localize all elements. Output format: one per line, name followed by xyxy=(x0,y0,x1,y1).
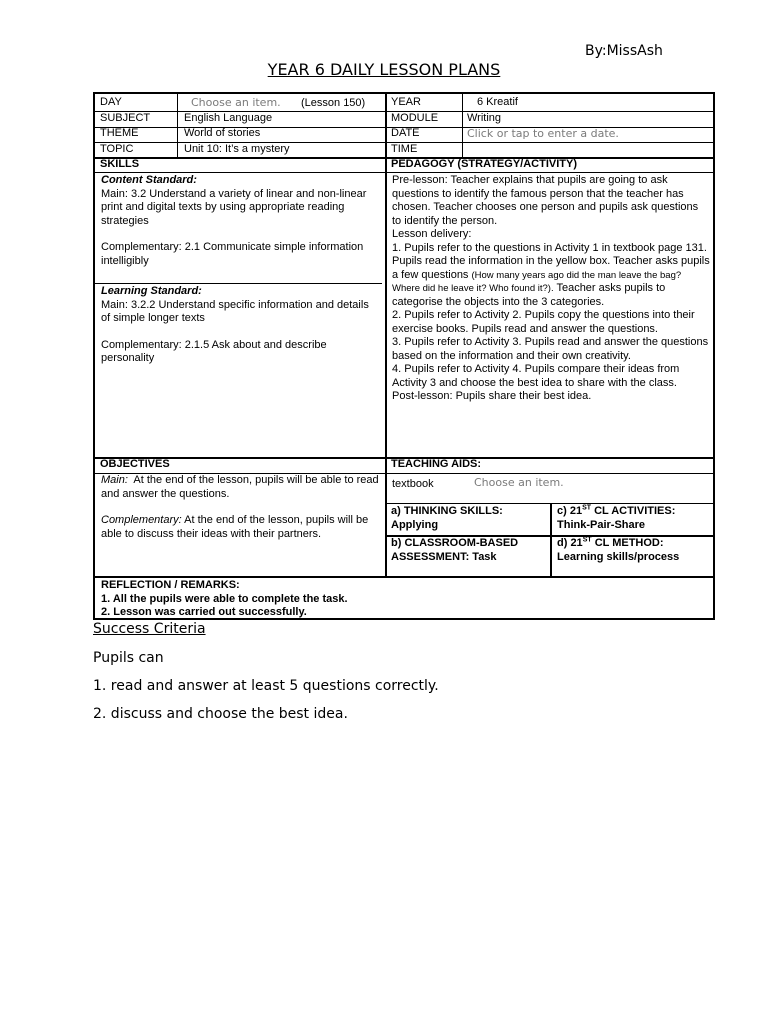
teaching-aids-heading: TEACHING AIDS: xyxy=(391,458,482,470)
reflection-item-2: 2. Lesson was carried out successfully. xyxy=(101,606,307,618)
theme-value: World of stories xyxy=(184,127,261,139)
topic-label: TOPIC xyxy=(100,143,134,155)
post-lesson: Post-lesson: Pupils share their best idea. xyxy=(392,390,592,402)
objective-main: Main: At the end of the lesson, pupils will be able to read and answer the questions. xyxy=(101,474,379,500)
success-intro: Pupils can xyxy=(93,650,164,666)
lesson-number: (Lesson 150) xyxy=(301,97,366,109)
delivery-step-4: 4. Pupils refer to Activity 4. Pupils compare their ideas from Activity 3 and choose the best idea to share with the class. xyxy=(392,363,680,389)
day-dropdown[interactable]: Choose an item. xyxy=(191,96,281,109)
pre-lesson: Pre-lesson: Teacher explains that pupils are going to ask questions to identify the famous person that the teacher has chosen. Teacher chooses one person and pupils ask questions to identify the person. xyxy=(392,174,699,227)
success-criteria-heading: Success Criteria xyxy=(93,621,206,637)
topic-value: Unit 10: It’s a mystery xyxy=(184,143,290,155)
reflection-item-1: 1. All the pupils were able to complete the task. xyxy=(101,592,348,605)
content-standard-complementary: Complementary: 2.1 Communicate simple information intelligibly xyxy=(101,241,364,267)
subject-label: SUBJECT xyxy=(100,112,151,124)
success-item-2: 2. discuss and choose the best idea. xyxy=(93,706,348,722)
day-label: DAY xyxy=(100,96,122,108)
lesson-plan-table xyxy=(93,92,715,620)
delivery-step-3: 3. Pupils refer to Activity 3. Pupils read and answer the questions based on the information and their own creativity. xyxy=(392,336,709,362)
date-picker[interactable]: Click or tap to enter a date. xyxy=(467,127,619,140)
objective-complementary: Complementary: At the end of the lesson, pupils will be able to discuss their ideas with their partners. xyxy=(101,514,369,540)
author-name: By:MissAsh xyxy=(585,43,663,59)
date-label: DATE xyxy=(391,127,420,139)
objectives-content xyxy=(101,474,379,541)
teaching-aids-value: textbook xyxy=(392,478,434,490)
time-label: TIME xyxy=(391,143,418,155)
year-value: 6 Kreatif xyxy=(477,96,518,108)
subject-value: English Language xyxy=(184,112,273,124)
pedagogy-content xyxy=(392,174,710,404)
learning-standard-title: Learning Standard: xyxy=(101,285,202,297)
lesson-delivery-label: Lesson delivery: xyxy=(392,228,472,240)
skills-heading: SKILLS xyxy=(100,158,140,170)
classroom-assessment: b) CLASSROOM-BASED ASSESSMENT: Task xyxy=(391,537,519,563)
learning-standard xyxy=(101,285,379,366)
content-standard-title: Content Standard: xyxy=(101,174,197,186)
delivery-step-1: 1. Pupils refer to the questions in Activity 1 in textbook page 131. Pupils read the information in the yellow box. Teacher asks pupils a few questions (How many years ago did the man leave the bag? Where did he leave it? Who found it?). Teacher asks pupils to categorise the objects into the 3 categories. xyxy=(392,241,710,308)
teaching-aids-dropdown[interactable]: Choose an item. xyxy=(474,476,564,489)
content-standard-main: Main: 3.2 Understand a variety of linear and non-linear print and digital texts by using appropriate reading strategies xyxy=(101,187,367,227)
cl-activities: c) 21ST CL ACTIVITIES: Think-Pair-Share xyxy=(557,504,676,531)
learning-standard-complementary: Complementary: 2.1.5 Ask about and describe personality xyxy=(101,338,327,364)
delivery-step-2: 2. Pupils refer to Activity 2. Pupils copy the questions into their exercise books. Pupils read and answer the questions. xyxy=(392,309,695,335)
reflection-remarks xyxy=(101,579,348,620)
pedagogy-heading: PEDAGOGY (STRATEGY/ACTIVITY) xyxy=(391,158,577,170)
success-item-1: 1. read and answer at least 5 questions correctly. xyxy=(93,678,439,694)
thinking-skills: a) THINKING SKILLS: Applying xyxy=(391,505,503,531)
learning-standard-main: Main: 3.2.2 Understand specific information and details of simple longer texts xyxy=(101,298,369,324)
content-standard xyxy=(101,174,379,268)
year-label: YEAR xyxy=(391,96,421,108)
module-value: Writing xyxy=(467,112,502,124)
module-label: MODULE xyxy=(391,112,439,124)
cl-method: d) 21ST CL METHOD: Learning skills/process xyxy=(557,536,680,563)
page-title: YEAR 6 DAILY LESSON PLANS xyxy=(267,60,501,79)
reflection-heading: REFLECTION / REMARKS: xyxy=(101,579,240,591)
theme-label: THEME xyxy=(100,127,139,139)
objectives-heading: OBJECTIVES xyxy=(100,458,170,470)
